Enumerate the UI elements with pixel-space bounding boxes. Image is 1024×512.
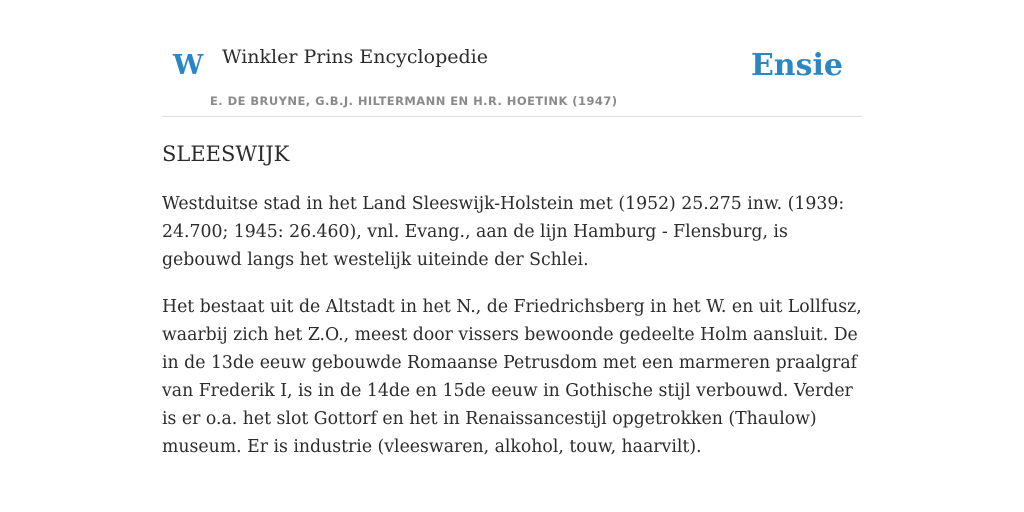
- article-paragraph: Het bestaat uit de Altstadt in het N., de Friedrichsberg in het W. en uit Lollfusz, waarbij zich het Z.O., meest door vissers bewoonde gedeelte Holm aansluit. De in de 13de eeuw gebouwde Romaanse Petrusdom met een marmeren praalgraf van Frederik I, is in de 14de en 15de eeuw in Gothische stijl verbouwd. Verder is er o.a. het slot Gottorf en het in Renaissancestijl opgetrokken (Thaulow) museum. Er is industrie (vleeswaren, alkohol, touw, haarvilt).: [162, 297, 862, 457]
- winkler-prins-logo[interactable]: W: [173, 50, 204, 81]
- article: [162, 140, 862, 480]
- authors-credit: E. DE BRUYNE, G.B.J. HILTERMANN EN H.R. HOETINK (1947): [210, 94, 618, 108]
- article-paragraph: Westduitse stad in het Land Sleeswijk-Holstein met (1952) 25.275 inw. (1939: 24.700; 1945: 26.460), vnl. Evang., aan de lijn Hamburg - Flensburg, is gebouwd langs het westelijk uiteinde der Schlei.: [162, 194, 845, 270]
- article-title: SLEESWIJK: [162, 142, 290, 166]
- ensie-logo-link[interactable]: Ensie: [750, 48, 843, 83]
- site-header: [162, 0, 862, 117]
- site-title-link[interactable]: Winkler Prins Encyclopedie: [222, 46, 488, 68]
